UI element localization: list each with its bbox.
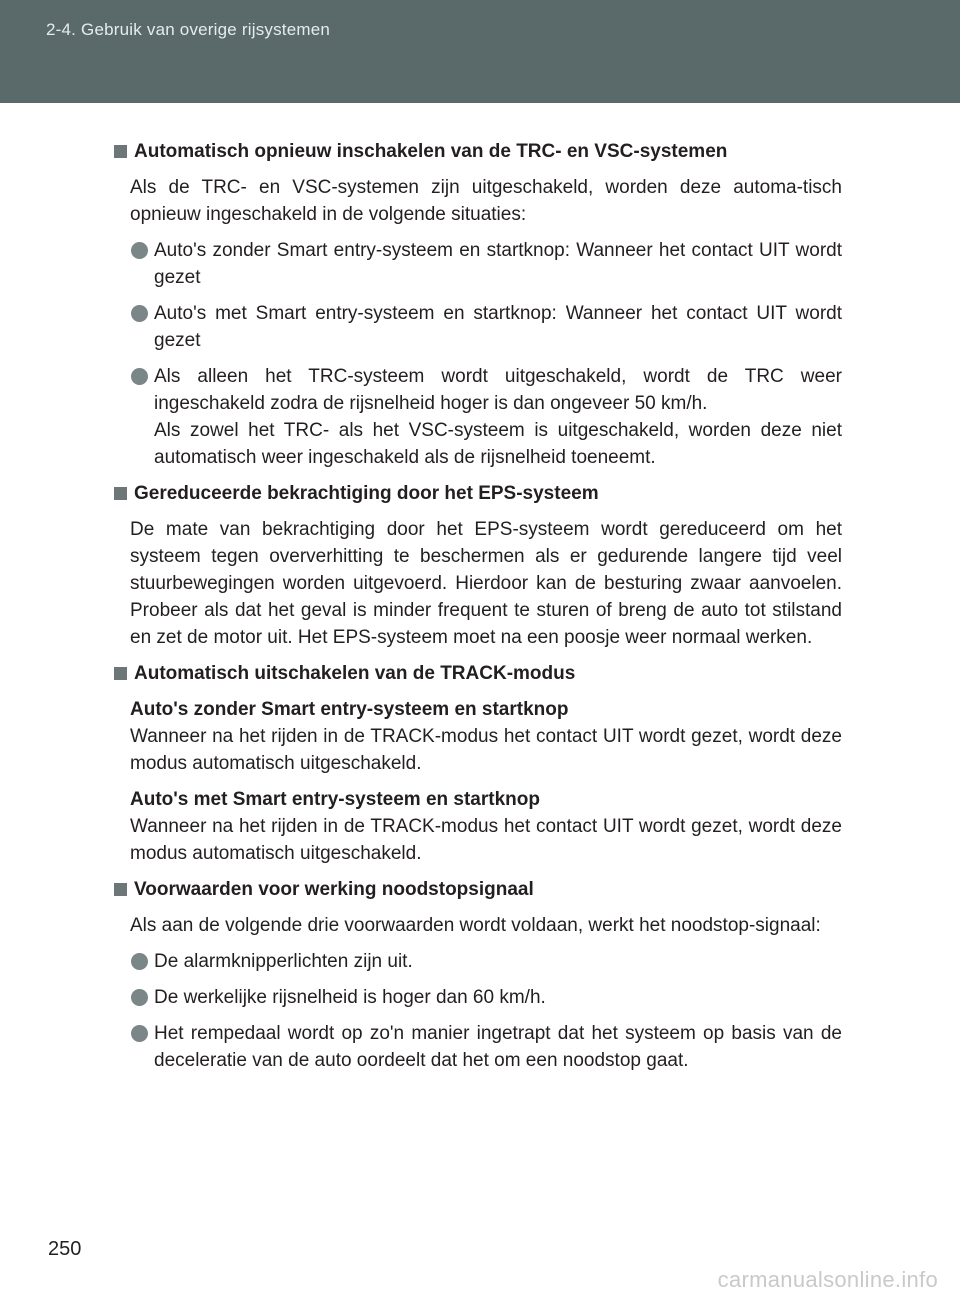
section-title: Automatisch opnieuw inschakelen van de TRC- en VSC-systemen [112,138,842,165]
section-title: Voorwaarden voor werking noodstopsignaal [112,876,842,903]
list-item-note: Als zowel het TRC- als het VSC-systeem is uitgeschakeld, worden deze niet automatisch weer ingeschakeld als de rijsnelheid toeneemt. [154,420,842,468]
subsection [130,786,842,867]
subsection-body: Wanneer na het rijden in de TRACK-modus het contact UIT wordt gezet, wordt deze modus automatisch uitgeschakeld. [130,726,842,774]
list-item: Auto's zonder Smart entry-systeem en startknop: Wanneer het contact UIT wordt gezet [154,237,842,291]
subsection-title: Auto's zonder Smart entry-systeem en startknop [130,699,569,720]
section-title: Automatisch uitschakelen van de TRACK-modus [112,660,842,687]
chapter-title: 2-4. Gebruik van overige rijsystemen [46,20,331,39]
watermark: carmanualsonline.info [717,1267,938,1292]
list-item: De werkelijke rijsnelheid is hoger dan 60 km/h. [154,984,842,1011]
round-bullet-icon [131,1025,148,1042]
square-bullet-icon [114,145,127,158]
section-intro: Als aan de volgende drie voorwaarden wordt voldaan, werkt het noodstop-signaal: [130,915,821,936]
subsection [130,696,842,777]
round-bullet-icon [131,368,148,385]
page-number: 250 [48,1238,82,1260]
section-body: De mate van bekrachtiging door het EPS-systeem wordt gereduceerd om het systeem tegen oververhitting te beschermen als er gedurende langere tijd veel stuurbewegingen worden uitgevoerd. Hierdoor kan de besturing zwaar aanvoelen. Probeer als dat het geval is minder frequent te sturen of breng de auto tot stilstand en zet de motor uit. Het EPS-systeem moet na een poosje weer normaal werken. [130,519,842,648]
round-bullet-icon [131,953,148,970]
list-item: Het rempedaal wordt op zo'n manier ingetrapt dat het systeem op basis van de deceleratie van de auto oordeelt dat het om een noodstop gaat. [154,1020,842,1074]
subsection-title: Auto's met Smart entry-systeem en startknop [130,789,540,810]
round-bullet-icon [131,242,148,259]
round-bullet-icon [131,989,148,1006]
list-item: De alarmknipperlichten zijn uit. [154,948,842,975]
square-bullet-icon [114,667,127,680]
square-bullet-icon [114,487,127,500]
section-intro: Als de TRC- en VSC-systemen zijn uitgeschakeld, worden deze automa-tisch opnieuw ingeschakeld in de volgende situaties: [130,177,842,225]
page-content [112,138,842,1083]
list-item: Als alleen het TRC-systeem wordt uitgeschakeld, wordt de TRC weer ingeschakeld zodra de rijsnelheid hoger is dan ongeveer 50 km/h. Als zowel het TRC- als het VSC-systeem is uitgeschakeld, worden deze niet automatisch weer ingeschakeld als de rijsnelheid toeneemt. [154,363,842,471]
round-bullet-icon [131,305,148,322]
subsection-body: Wanneer na het rijden in de TRACK-modus het contact UIT wordt gezet, wordt deze modus automatisch uitgeschakeld. [130,816,842,864]
list-item: Auto's met Smart entry-systeem en startknop: Wanneer het contact UIT wordt gezet [154,300,842,354]
section-title: Gereduceerde bekrachtiging door het EPS-systeem [112,480,842,507]
square-bullet-icon [114,883,127,896]
chapter-header-bar [0,0,960,103]
